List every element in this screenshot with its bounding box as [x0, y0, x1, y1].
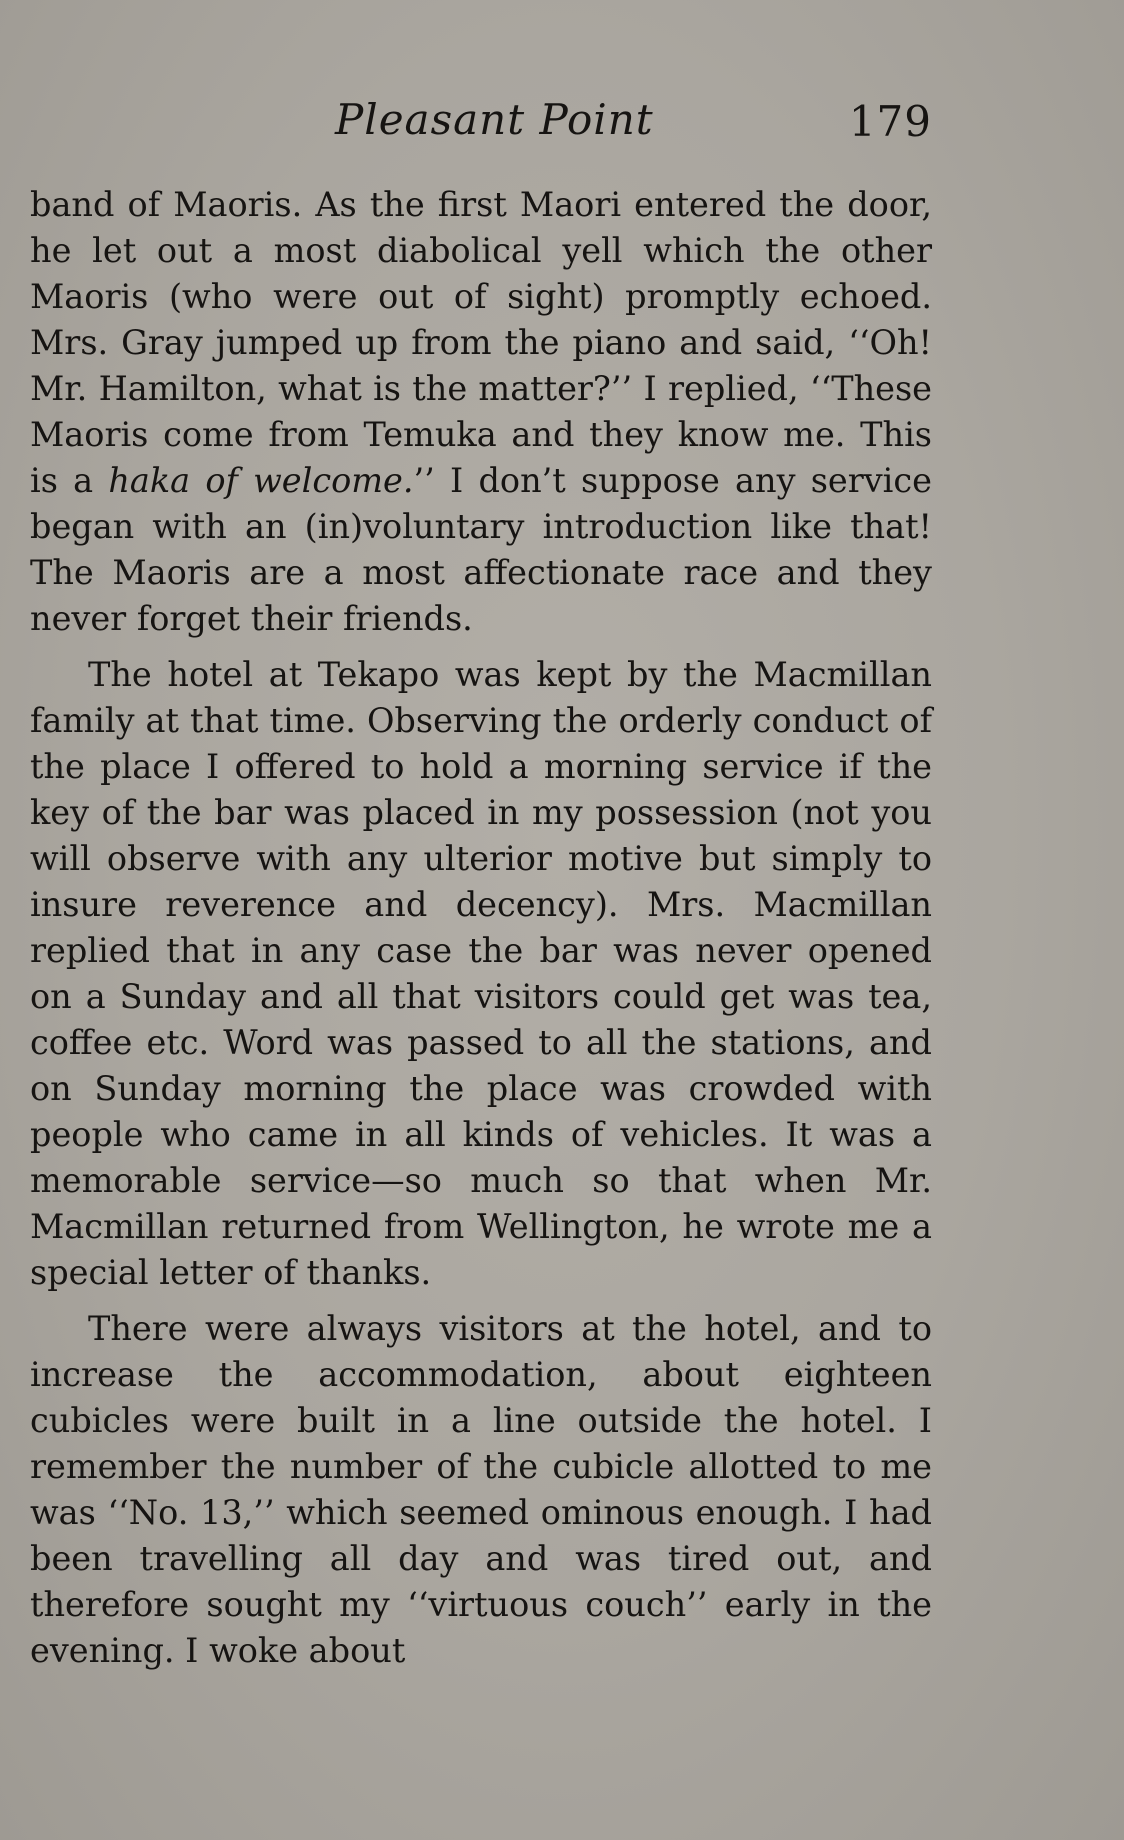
page-number: 179	[848, 97, 932, 146]
paragraph-2: The hotel at Tekapo was kept by the Macmillan family at that time. Observing the orderly conduct of the place I offered to hold a morning service if the key of the bar was placed in my possession (not you will observe with any ulterior motive but simply to insure reverence and decency). Mrs. Macmillan replied that in any case the bar was never opened on a Sunday and all that visitors could get was tea, coffee etc. Word was passed to all the stations, and on Sunday morning the place was crowded with people who came in all kinds of vehicles. It was a memorable service—so much so that when Mr. Macmillan returned from Wellington, he wrote me a special letter of thanks.	[30, 655, 932, 1292]
paragraph-3: There were always visitors at the hotel, and to increase the accommodation, about eighteen cubicles were built in a line outside the hotel. I remember the number of the cubicle allotted to me was ‘‘No. 13,’’ which seemed ominous enough. I had been travelling all day and was tired out, and therefore sought my ‘‘virtuous couch’’ early in the evening. I woke about	[30, 1309, 932, 1670]
paragraph-1-text-b: ’’ I don’t suppose any service began with an (in)voluntary introduction like that! The Maoris are a most affectionate race and they never forget their friends.	[30, 461, 932, 638]
paragraph-1-italic-phrase: haka of welcome.	[108, 461, 414, 500]
running-head	[30, 95, 932, 155]
chapter-title: Pleasant Point	[335, 95, 654, 144]
body-text	[30, 182, 932, 1674]
paragraph-1-text-a: band of Maoris. As the first Maori entered the door, he let out a most diabolical yell which the other Maoris (who were out of sight) promptly echoed. Mrs. Gray jumped up from the piano and said, ‘‘Oh! Mr. Hamilton, what is the matter?’’ I replied, ‘‘These Maoris come from Temuka and they know me. This is a	[30, 185, 932, 500]
paragraph-1	[30, 182, 932, 642]
